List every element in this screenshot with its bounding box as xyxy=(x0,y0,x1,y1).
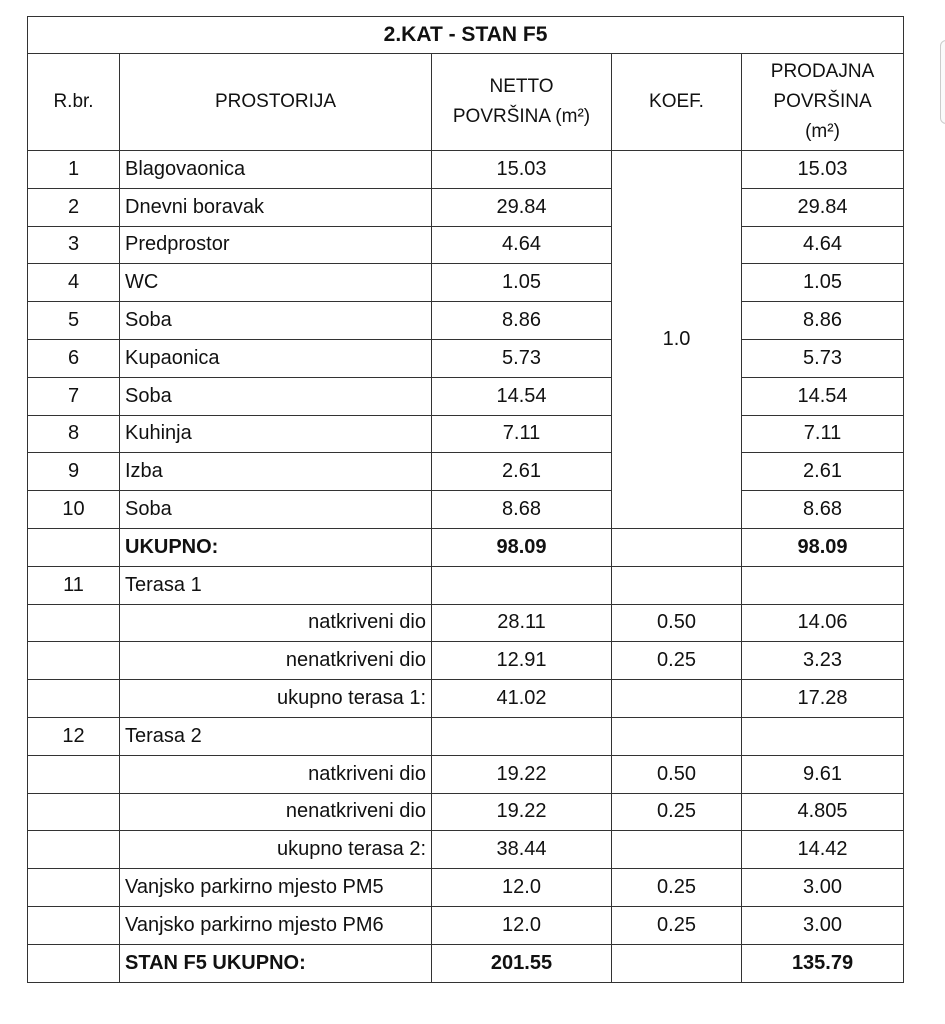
terasa1-sub-prodajna: 14.06 xyxy=(742,604,904,642)
header-netto xyxy=(432,54,612,151)
parking-name: Vanjsko parkirno mjesto PM6 xyxy=(120,906,432,944)
table-row xyxy=(28,453,904,491)
header-prodajna-line2: POVRŠINA xyxy=(773,91,872,112)
room-name: WC xyxy=(120,264,432,302)
table-row xyxy=(28,491,904,529)
header-koef: KOEF. xyxy=(612,54,742,151)
terasa1-name: Terasa 1 xyxy=(120,566,432,604)
terasa2-sub-netto: 38.44 xyxy=(432,831,612,869)
room-no: 1 xyxy=(28,151,120,189)
terasa1-empty-no xyxy=(28,642,120,680)
terasa1-sub-label: natkriveni dio xyxy=(120,604,432,642)
terasa2-empty-no xyxy=(28,831,120,869)
terasa2-sub-label: natkriveni dio xyxy=(120,755,432,793)
room-netto: 14.54 xyxy=(432,377,612,415)
room-prodajna: 14.54 xyxy=(742,377,904,415)
room-prodajna: 1.05 xyxy=(742,264,904,302)
terasa2-row xyxy=(28,717,904,755)
room-no: 5 xyxy=(28,302,120,340)
table-row xyxy=(28,339,904,377)
table-row xyxy=(28,188,904,226)
terasa1-sub-prodajna: 3.23 xyxy=(742,642,904,680)
room-name: Dnevni boravak xyxy=(120,188,432,226)
parking-empty-no xyxy=(28,906,120,944)
table-row xyxy=(28,264,904,302)
parking-name: Vanjsko parkirno mjesto PM5 xyxy=(120,869,432,907)
room-name: Kupaonica xyxy=(120,339,432,377)
table-row xyxy=(28,755,904,793)
header-netto-line2: POVRŠINA (m²) xyxy=(452,106,591,127)
room-no: 2 xyxy=(28,188,120,226)
terasa1-sub-koef: 0.50 xyxy=(612,604,742,642)
table-row xyxy=(28,642,904,680)
room-no: 7 xyxy=(28,377,120,415)
room-prodajna: 2.61 xyxy=(742,453,904,491)
room-netto: 1.05 xyxy=(432,264,612,302)
total-prodajna: 135.79 xyxy=(742,944,904,982)
table-row xyxy=(28,302,904,340)
room-name: Soba xyxy=(120,377,432,415)
room-no: 8 xyxy=(28,415,120,453)
area-table xyxy=(27,16,904,983)
table-row xyxy=(28,415,904,453)
header-rbr: R.br. xyxy=(28,54,120,151)
scrollbar-thumb[interactable] xyxy=(940,40,945,124)
room-netto: 8.86 xyxy=(432,302,612,340)
room-netto: 15.03 xyxy=(432,151,612,189)
terasa2-body xyxy=(28,755,904,868)
room-name: Soba xyxy=(120,302,432,340)
terasa2-sub-koef: 0.25 xyxy=(612,793,742,831)
parking-prodajna: 3.00 xyxy=(742,906,904,944)
terasa2-sub-netto: 19.22 xyxy=(432,793,612,831)
ukupno-prodajna: 98.09 xyxy=(742,528,904,566)
room-name: Blagovaonica xyxy=(120,151,432,189)
table-title: 2.KAT - STAN F5 xyxy=(28,17,904,54)
table-row xyxy=(28,377,904,415)
room-no: 3 xyxy=(28,226,120,264)
header-prodajna-line3: (m²) xyxy=(805,121,840,142)
table-row xyxy=(28,226,904,264)
terasa2-empty-no xyxy=(28,755,120,793)
terasa1-sub-label: nenatkriveni dio xyxy=(120,642,432,680)
table-row xyxy=(28,869,904,907)
terasa2-sub-prodajna: 14.42 xyxy=(742,831,904,869)
parking-koef: 0.25 xyxy=(612,869,742,907)
parking-netto: 12.0 xyxy=(432,869,612,907)
terasa1-empty-no xyxy=(28,604,120,642)
terasa2-sub-prodajna: 4.805 xyxy=(742,793,904,831)
terasa1-body xyxy=(28,604,904,717)
header-prodajna xyxy=(742,54,904,151)
room-name: Izba xyxy=(120,453,432,491)
parking-prodajna: 3.00 xyxy=(742,869,904,907)
terasa1-empty-no xyxy=(28,680,120,718)
ukupno-row xyxy=(28,528,904,566)
terasa2-no: 12 xyxy=(28,717,120,755)
room-no: 9 xyxy=(28,453,120,491)
terasa1-sub-netto: 28.11 xyxy=(432,604,612,642)
header-netto-line1: NETTO xyxy=(489,76,554,97)
parking-koef: 0.25 xyxy=(612,906,742,944)
room-name: Predprostor xyxy=(120,226,432,264)
room-name: Soba xyxy=(120,491,432,529)
table-row xyxy=(28,906,904,944)
table-row xyxy=(28,680,904,718)
room-netto: 4.64 xyxy=(432,226,612,264)
room-no: 6 xyxy=(28,339,120,377)
terasa1-sub-label: ukupno terasa 1: xyxy=(120,680,432,718)
terasa2-empty-no xyxy=(28,793,120,831)
room-prodajna: 8.86 xyxy=(742,302,904,340)
terasa1-sub-prodajna: 17.28 xyxy=(742,680,904,718)
table-row xyxy=(28,151,904,189)
total-row xyxy=(28,944,904,982)
ukupno-label: UKUPNO: xyxy=(120,528,432,566)
terasa2-sub-label: ukupno terasa 2: xyxy=(120,831,432,869)
room-netto: 7.11 xyxy=(432,415,612,453)
room-prodajna: 15.03 xyxy=(742,151,904,189)
ukupno-netto: 98.09 xyxy=(432,528,612,566)
room-no: 4 xyxy=(28,264,120,302)
room-prodajna: 7.11 xyxy=(742,415,904,453)
rooms-body xyxy=(28,151,904,529)
room-netto: 2.61 xyxy=(432,453,612,491)
terasa1-sub-koef: 0.25 xyxy=(612,642,742,680)
header-prostorija: PROSTORIJA xyxy=(120,54,432,151)
room-netto: 8.68 xyxy=(432,491,612,529)
header-row xyxy=(28,54,904,151)
room-prodajna: 8.68 xyxy=(742,491,904,529)
parking-empty-no xyxy=(28,869,120,907)
terasa1-sub-koef xyxy=(612,680,742,718)
terasa1-sub-netto: 12.91 xyxy=(432,642,612,680)
room-prodajna: 29.84 xyxy=(742,188,904,226)
header-prodajna-line1: PRODAJNA xyxy=(770,61,875,82)
terasa2-sub-label: nenatkriveni dio xyxy=(120,793,432,831)
terasa2-sub-koef: 0.50 xyxy=(612,755,742,793)
terasa1-no: 11 xyxy=(28,566,120,604)
rooms-koef: 1.0 xyxy=(612,151,742,529)
area-table-frame xyxy=(27,16,903,983)
table-row xyxy=(28,793,904,831)
table-row xyxy=(28,604,904,642)
terasa2-sub-netto: 19.22 xyxy=(432,755,612,793)
terasa1-sub-netto: 41.02 xyxy=(432,680,612,718)
parking-netto: 12.0 xyxy=(432,906,612,944)
room-prodajna: 5.73 xyxy=(742,339,904,377)
room-no: 10 xyxy=(28,491,120,529)
total-label: STAN F5 UKUPNO: xyxy=(120,944,432,982)
room-netto: 29.84 xyxy=(432,188,612,226)
terasa1-row xyxy=(28,566,904,604)
terasa2-name: Terasa 2 xyxy=(120,717,432,755)
room-name: Kuhinja xyxy=(120,415,432,453)
total-netto: 201.55 xyxy=(432,944,612,982)
room-prodajna: 4.64 xyxy=(742,226,904,264)
table-row xyxy=(28,831,904,869)
room-netto: 5.73 xyxy=(432,339,612,377)
parking-body xyxy=(28,869,904,945)
terasa2-sub-prodajna: 9.61 xyxy=(742,755,904,793)
terasa2-sub-koef xyxy=(612,831,742,869)
